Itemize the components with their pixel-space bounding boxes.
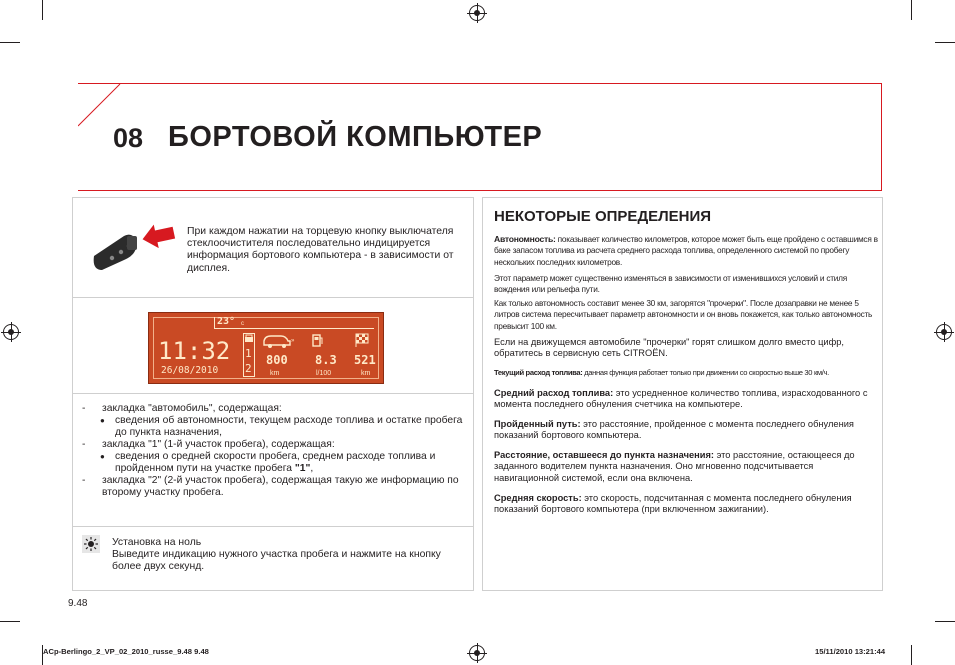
reset-note [112,537,462,574]
display-distance-unit: km [361,370,371,377]
crop-mark [935,42,955,43]
paragraph: Если на движущемся автомобиле "прочерки" горят слишком долго вместо цифр, обратитесь в сервисную сеть CITROËN. [494,337,844,359]
paragraph: Этот параметр может существенно изменяться в зависимости от изменившихся условий и стиля вождения или рельефа пути. [494,273,847,295]
footer-file: ACp-Berlingo_2_VP_02_2010_russe_9.48 9.48 [43,647,209,656]
chapter-title: БОРТОВОЙ КОМПЬЮТЕР [168,121,543,153]
fuel-pump-icon [312,333,324,347]
arrow-icon [140,222,176,248]
definition-autonomy: Автономность: показывает количество километров, которое может быть еще пройдено с оставшимся в баке запасом топлива из расчета среднего расхода топлива, определенного системой по пробегу нескольких последних километров. [494,234,878,267]
checkered-flag-icon [355,333,369,347]
crop-mark [0,42,20,43]
definitions-heading: НЕКОТОРЫЕ ОПРЕДЕЛЕНИЯ [494,208,712,225]
svg-text:»: » [291,338,295,344]
display-temperature: 23° [217,316,236,327]
list-item: - закладка "1" (1-й участок пробега), содержащая: [82,439,335,450]
registration-mark-icon [3,324,19,340]
chapter-number: 08 [113,123,144,153]
definition-average-speed: Средняя скорость: это скорость, подсчитанная с момента последнего обнуления показаний бортового компьютера (при включенном зажигании). [494,493,852,515]
sun-icon [82,535,100,553]
registration-mark-icon [469,645,485,661]
list-item: ● сведения о средней скорости пробега, среднем расходе топлива и пройденном пути на участке пробега "1", [100,451,436,474]
crop-mark [911,645,912,665]
definition-current-consumption: Текущий расход топлива: данная функция работает только при движении со скоростью выше 30 км/ч. [494,368,829,377]
car-icon [261,333,295,349]
display-range-value: 800 [266,353,288,367]
display-range-unit: km [270,370,280,377]
trip-computer-display [148,312,384,384]
crop-mark [935,621,955,622]
footer-date: 15/11/2010 13:21:44 [815,647,886,656]
crop-mark [0,621,20,622]
display-tab-1: 1 [245,347,252,360]
page-number: 9.48 [68,598,88,609]
display-temp-unit: c [241,321,244,327]
display-consumption-unit: l/100 [316,370,332,377]
crop-mark [42,0,43,20]
display-tab-2: 2 [245,362,252,375]
display-tabs-list [82,403,472,499]
reset-note-title: Установка на ноль [112,537,202,548]
definition-average-consumption: Средний расход топлива: это усредненное количество топлива, израсходованного с момента последнего обнуления счетчика на компьютере. [494,388,868,410]
display-consumption-value: 8.3 [315,353,337,367]
crop-mark [911,0,912,20]
intro-text: При каждом нажатии на торцевую кнопку выключателя стеклоочистителя последовательно индицируется информация бортового компьютера - в зависимости от дисплея. [187,226,454,274]
list-item: ● сведения об автономности, текущем расходе топлива и остатке пробега до пункта назначения, [100,415,463,438]
list-item: - закладка "автомобиль", содержащая: [82,403,282,414]
list-item: - закладка "2" (2-й участок пробега), содержащая такую же информацию по второму участку пробега. [82,475,459,498]
display-time: 11:32 [158,337,231,365]
paragraph: Как только автономность составит менее 30 км, загорятся "прочерки". После дозаправки не менее 5 литров система пересчитывает параметр автономности и он вновь покажется, как только автономность превысит 100 км. [494,298,873,331]
display-distance-value: 521 [354,353,376,367]
registration-mark-icon [469,5,485,21]
definition-distance-travelled: Пройденный путь: это расстояние, пройденное с момента последнего обнуления показаний бортового компьютера. [494,419,854,441]
definition-distance-to-destination: Расстояние, оставшееся до пункта назначения: это расстояние, остающееся до заданного водителем пункта назначения. Оно мгновенно подсчитывается навигационной системой, если она включена. [494,450,855,483]
registration-mark-icon [936,324,952,340]
reset-note-text: Выведите индикацию нужного участка пробега и нажмите на кнопку более двух секунд. [112,549,441,573]
display-date: 26/08/2010 [161,365,219,376]
car-icon [244,334,254,344]
